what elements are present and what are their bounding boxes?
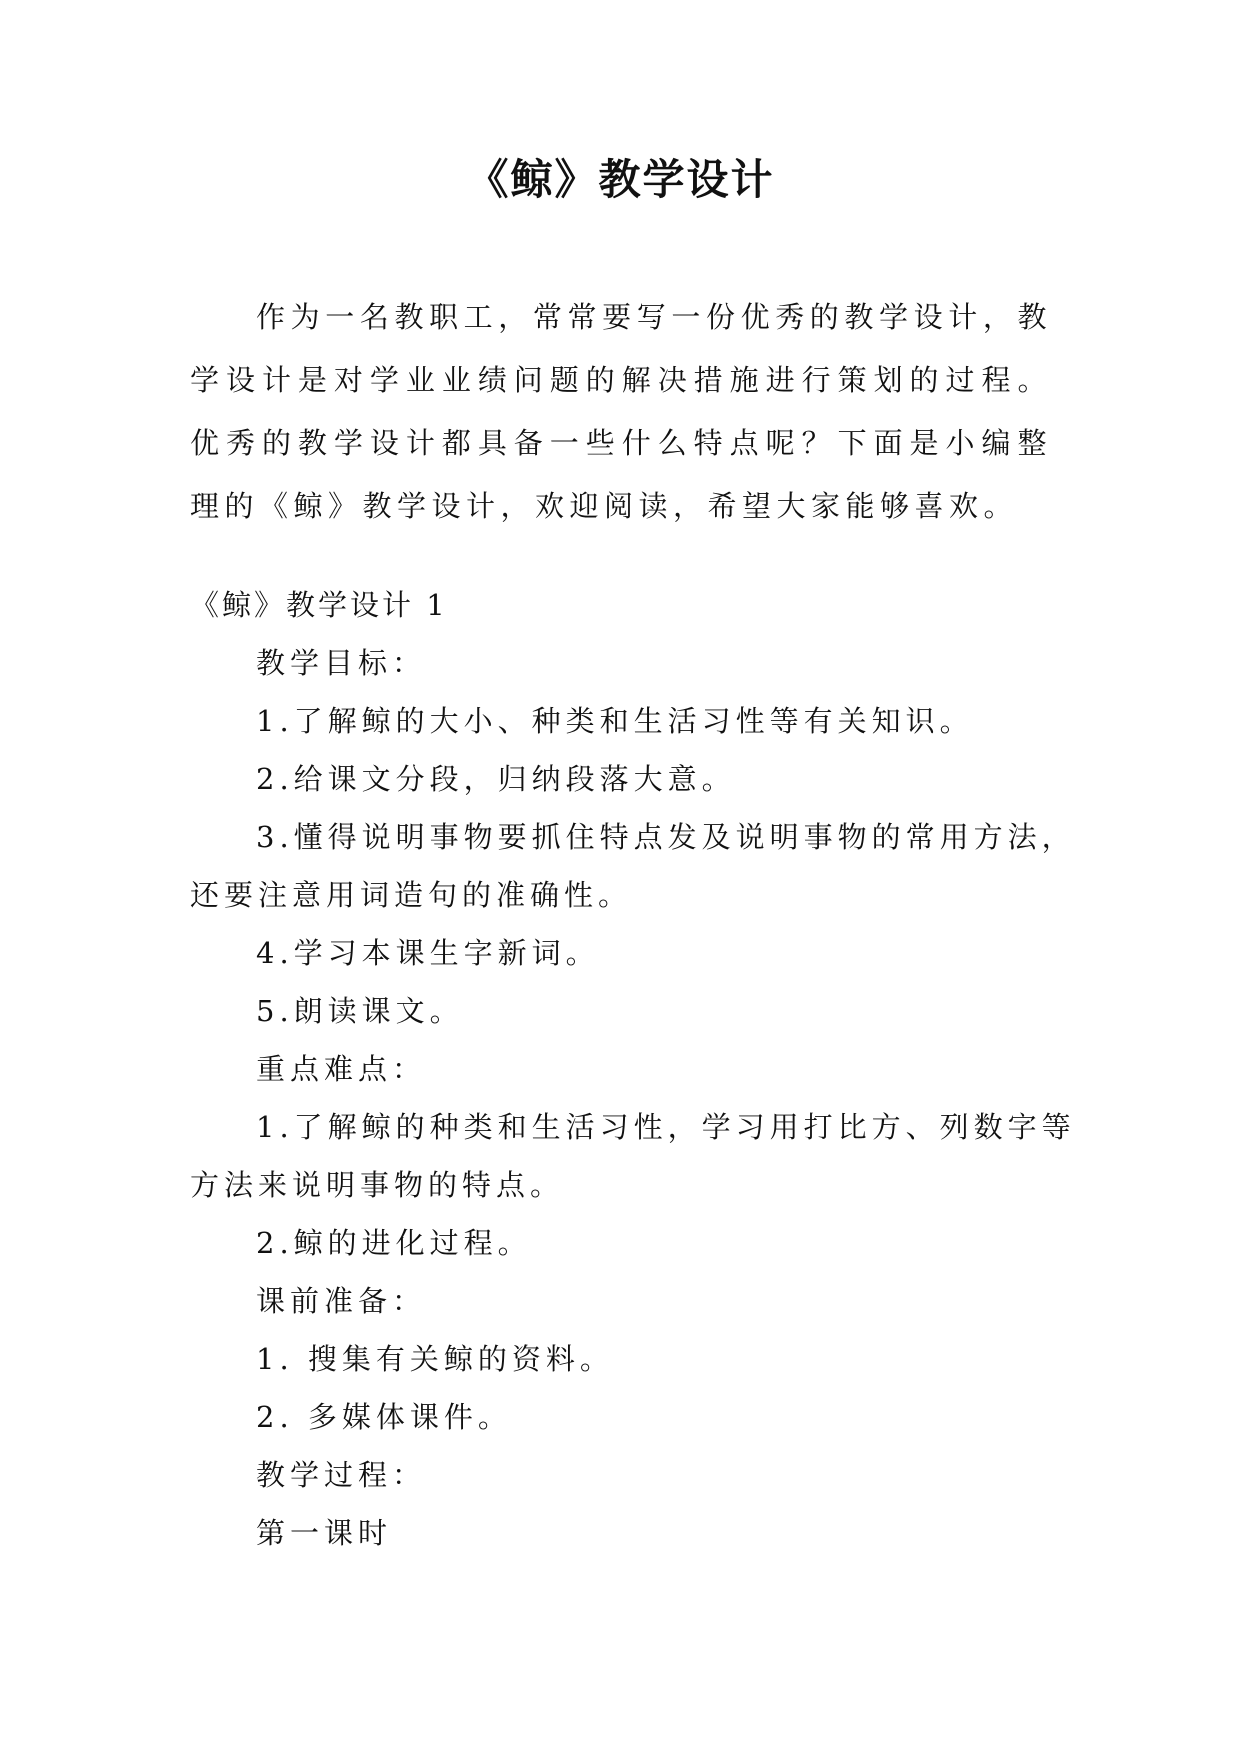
prep-item: 1. 搜集有关鲸的资料。 — [256, 1342, 614, 1376]
process-heading: 教学过程： — [256, 1458, 427, 1492]
objective-item: 4.学习本课生字新词。 — [256, 936, 600, 970]
prep-heading: 课前准备： — [256, 1284, 427, 1318]
objective-item-continued: 还要注意用词造句的准确性。 — [190, 878, 633, 912]
section-title: 《鲸》教学设计 1 — [190, 588, 448, 622]
document-title: 《鲸》教学设计 — [466, 155, 775, 204]
keypoints-heading: 重点难点： — [256, 1052, 427, 1086]
keypoint-item: 2.鲸的进化过程。 — [256, 1226, 532, 1260]
lesson-label: 第一课时 — [256, 1516, 393, 1550]
intro-paragraph: 作为一名教职工，常常要写一份优秀的教学设计，教学设计是对学业业绩问题的解决措施进行策划的过程。优秀的教学设计都具备一些什么特点呢？下面是小编整理的《鲸》教学设计，欢迎阅读，希望大家能够喜欢。 — [190, 300, 1052, 523]
objective-item: 3.懂得说明事物要抓住特点发及说明事物的常用方法， — [256, 820, 1076, 854]
objective-item: 2.给课文分段，归纳段落大意。 — [256, 762, 736, 796]
objective-item: 1.了解鲸的大小、种类和生活习性等有关知识。 — [256, 704, 974, 738]
objective-item: 5.朗读课文。 — [256, 994, 464, 1028]
objectives-heading: 教学目标： — [256, 646, 427, 680]
keypoint-item-continued: 方法来说明事物的特点。 — [190, 1168, 565, 1202]
keypoint-item: 1.了解鲸的种类和生活习性，学习用打比方、列数字等 — [256, 1110, 1076, 1144]
prep-item: 2. 多媒体课件。 — [256, 1400, 512, 1434]
